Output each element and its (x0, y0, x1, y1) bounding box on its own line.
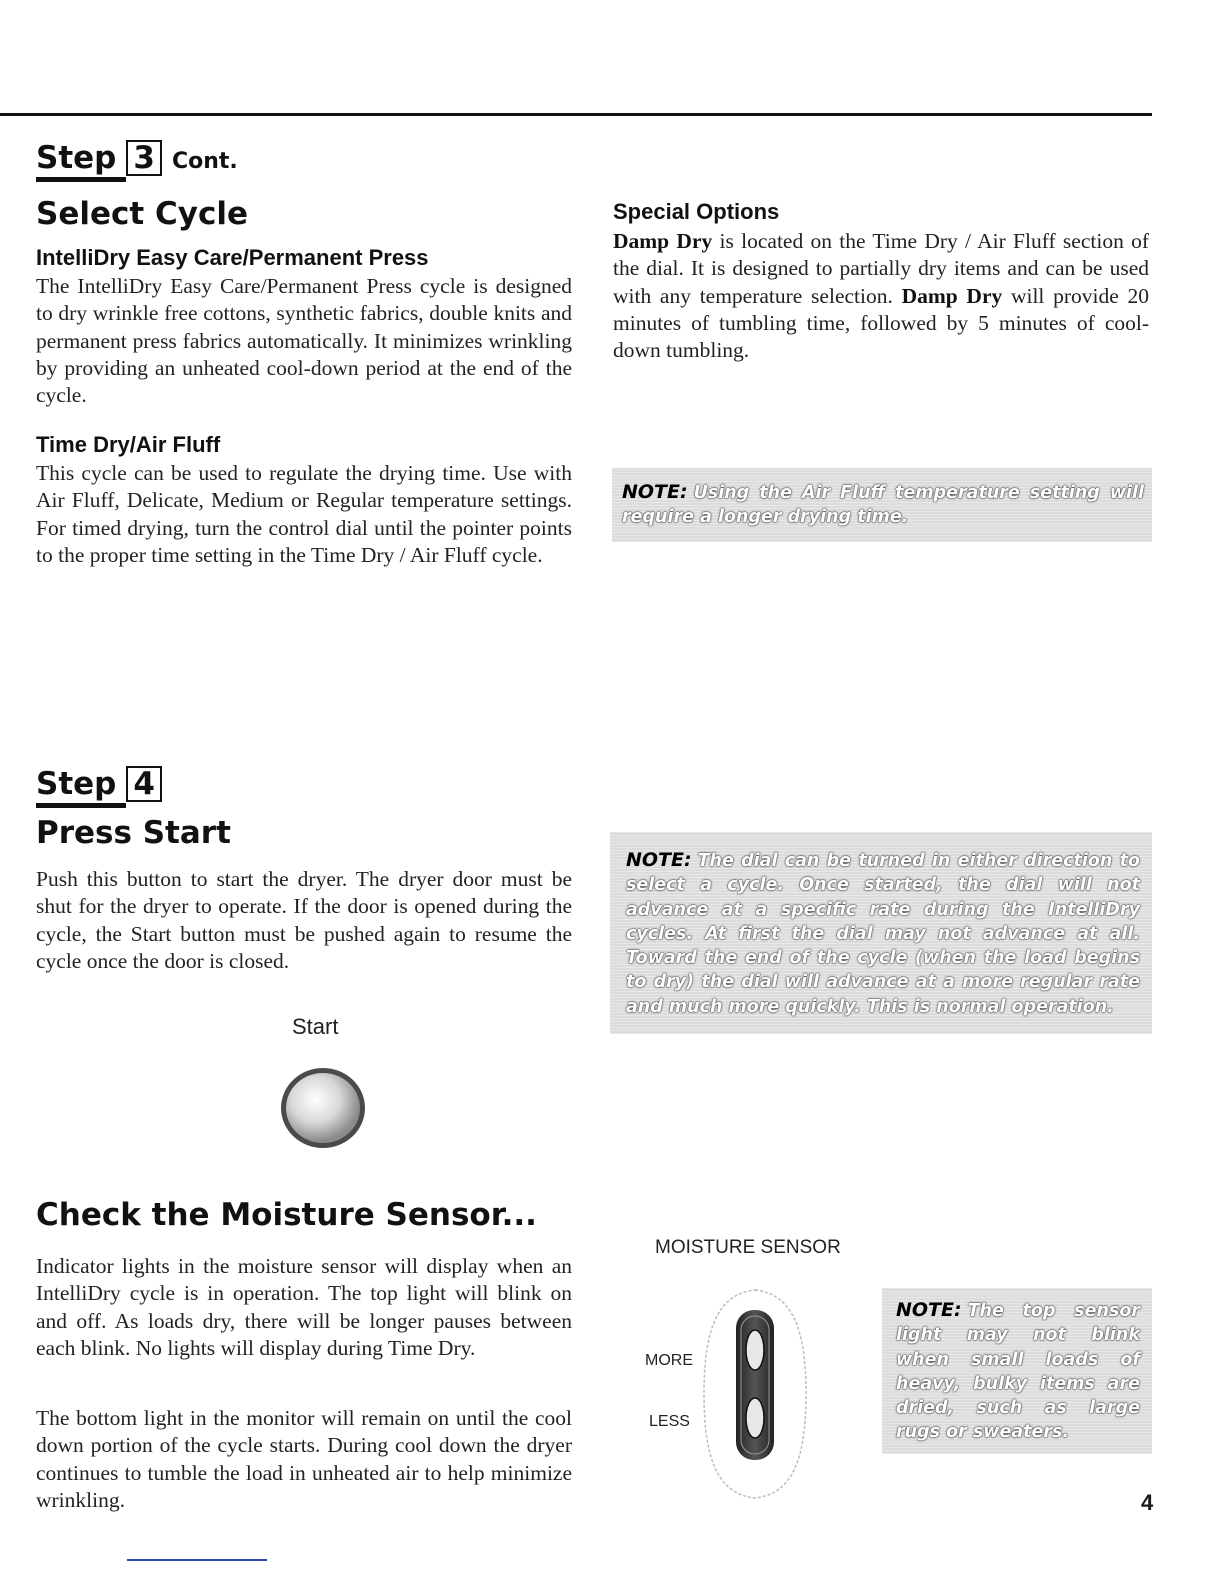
paragraph-press-start: Push this button to start the dryer. The dryer door must be shut for the dryer to operate. If the door is opened during the cycle, the Start button must be pushed again to resume the cycle once the door is closed. (36, 867, 572, 973)
section-title-press-start: Press Start (36, 815, 231, 851)
step-3-heading (36, 140, 238, 180)
step-4-heading (36, 766, 162, 802)
start-button-icon (279, 1066, 367, 1150)
step-number-box: 3 (126, 140, 162, 176)
moisture-sensor-icon (700, 1288, 810, 1500)
bottom-rule (127, 1559, 267, 1561)
note-top-sensor (882, 1288, 1152, 1454)
paragraph-moisture-1: Indicator lights in the moisture sensor will display when an IntelliDry cycle is in operation. The top light will blink on and off. As loads dry, there will be longer pauses between each blink. No lights will display during Time Dry. (36, 1254, 572, 1360)
damp-dry-term: Damp Dry (613, 229, 713, 253)
start-label: Start (292, 1014, 339, 1039)
note-text: Using the Air Fluff temperature setting will require a longer drying time. (622, 483, 1144, 528)
top-rule (0, 113, 1152, 116)
damp-dry-term: Damp Dry (901, 283, 1003, 308)
step-cont: Cont. (171, 149, 238, 174)
note-label: NOTE: (896, 1299, 962, 1321)
note-text: The dial can be turned in either direction to select a cycle. Once started, the dial will not advance at a specific rate during the IntelliDry cycles. At first the dial may not advance at all. Toward the end of the cycle (when the load begins to dry) the dial will advance at a more regular rate and much more quickly. This is normal operation. (626, 851, 1140, 1017)
note-dial (610, 832, 1152, 1034)
heading-intellidry: IntelliDry Easy Care/Permanent Press (36, 245, 429, 270)
paragraph-intellidry: The IntelliDry Easy Care/Permanent Press cycle is designed to dry wrinkle free cottons, synthetic fabrics, double knits and permanent press fabrics automatically. It minimizes wrinkling by providing an unheated cool-down period at the end of the cycle. (36, 274, 572, 408)
note-text: The top sensor light may not blink when small loads of heavy, bulky items are dried, such as large rugs or sweaters. (896, 1301, 1140, 1443)
note-label: NOTE: (622, 481, 688, 503)
note-air-fluff (612, 468, 1152, 542)
page-number: 4 (1141, 1490, 1154, 1515)
more-label: MORE (645, 1352, 693, 1369)
step-word: Step (36, 140, 117, 176)
step-number-box: 4 (126, 766, 162, 802)
moisture-sensor-label: MOISTURE SENSOR (655, 1237, 841, 1258)
paragraph-time-dry: This cycle can be used to regulate the drying time. Use with Air Fluff, Delicate, Medium or Regular temperature settings. For timed drying, turn the control dial until the pointer points to the proper time setting in the Time Dry / Air Fluff cycle. (36, 461, 572, 567)
section-title-select-cycle: Select Cycle (36, 196, 248, 232)
step-word: Step (36, 766, 117, 802)
heading-special-options: Special Options (613, 199, 780, 224)
paragraph-moisture-2: The bottom light in the monitor will remain on until the cool down portion of the cycle starts. During cool down the dryer continues to tumble the load in unheated air to help minimize wrinkling. (36, 1406, 572, 1512)
note-label: NOTE: (626, 849, 692, 871)
section-title-moisture-sensor: Check the Moisture Sensor... (36, 1197, 537, 1233)
paragraph-special-options: Damp Dry is located on the Time Dry / Air Fluff section of the dial. It is designed to partially dry items and can be used with any temperature selection. Damp Dry will provide 20 minutes of tumbling time, followed by 5 minutes of cool-down tumbling. (613, 229, 1150, 363)
heading-time-dry: Time Dry/Air Fluff (36, 432, 221, 457)
less-label: LESS (649, 1413, 690, 1430)
